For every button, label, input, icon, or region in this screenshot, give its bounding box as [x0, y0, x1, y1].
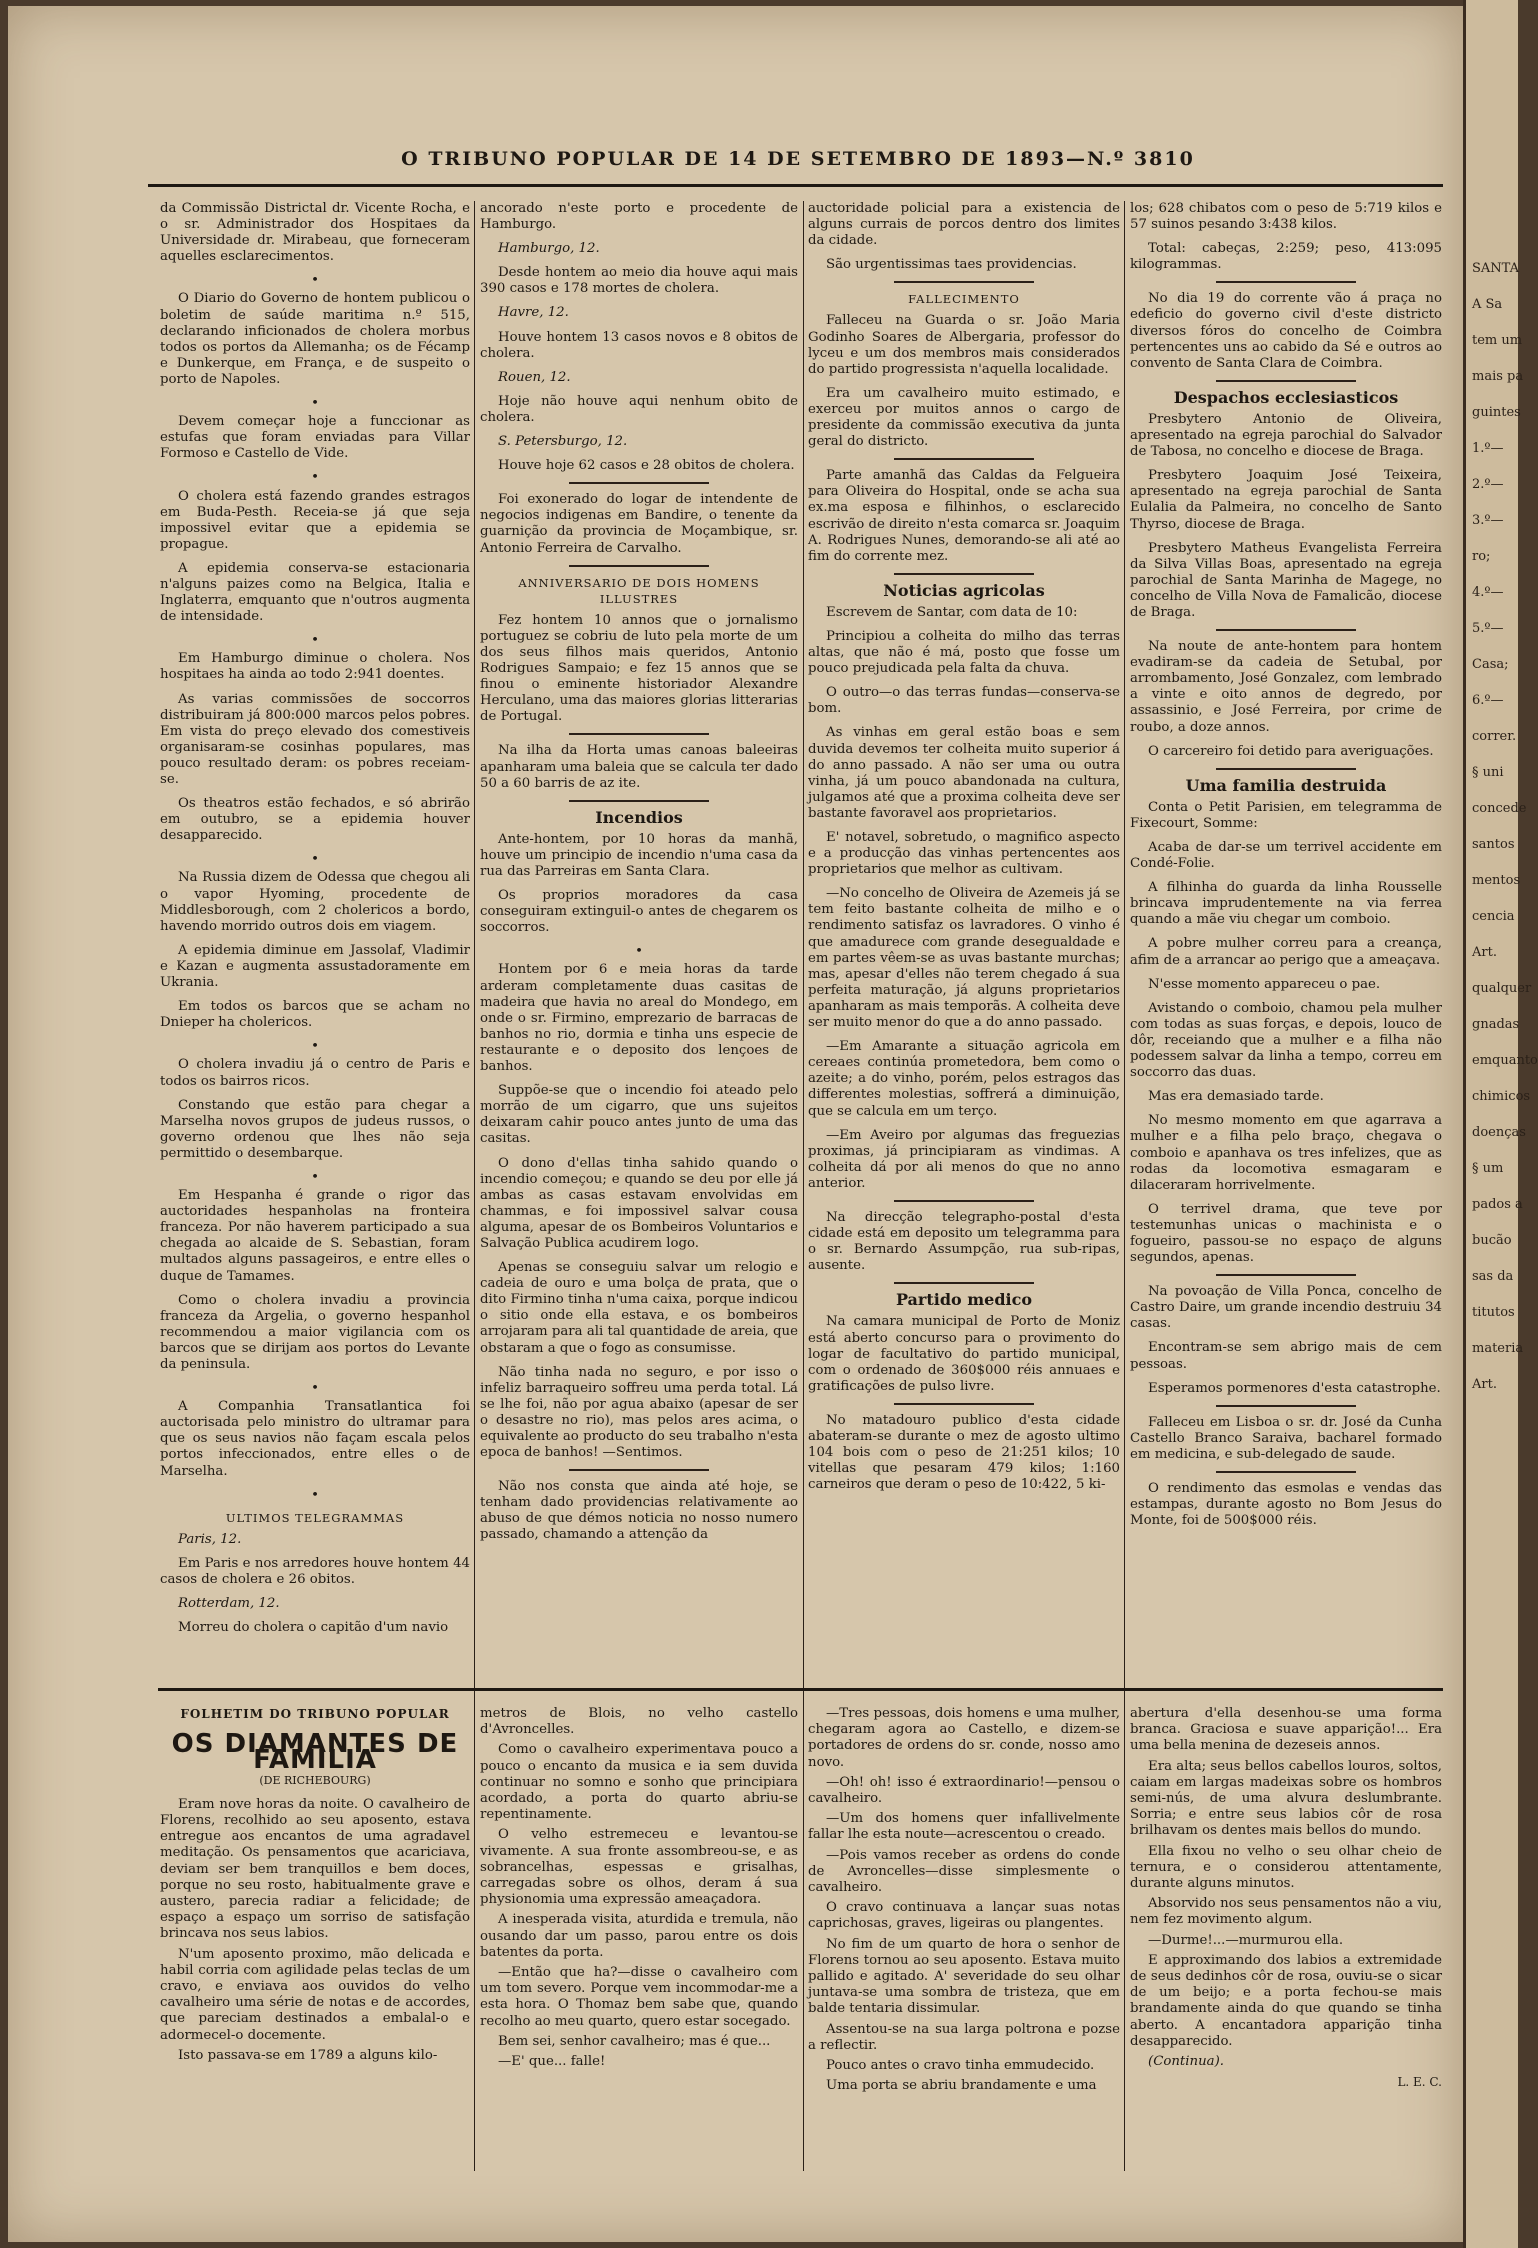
- continua-label: (Continua).: [1148, 2054, 1224, 2070]
- adjacent-page-text: mentos: [1472, 873, 1521, 888]
- adjacent-page-text: § um: [1472, 1161, 1504, 1176]
- story-paragraph: abertura d'ella desenhou-se uma forma branca. Graciosa e suave apparição!... Era uma bella menina de dezeseis annos.: [1130, 1706, 1442, 1754]
- separator-rule: [894, 458, 1034, 460]
- article-paragraph: Em Hamburgo diminue o cholera. Nos hospitaes ha ainda ao todo 2:941 doentes.: [160, 651, 470, 683]
- column-divider: [1124, 201, 1125, 2171]
- folhetim-column-1: [160, 1706, 470, 2176]
- adjacent-page-text: tem um: [1472, 333, 1523, 348]
- telegram-place: S. Petersburgo, 12.: [498, 434, 628, 450]
- adjacent-page-text: materia: [1472, 1341, 1524, 1356]
- article-paragraph: A epidemia conserva-se estacionaria n'alguns paizes como na Belgica, Italia e Inglaterra, emquanto que n'outros augmenta de intensidade.: [160, 560, 470, 625]
- adjacent-page-text: cencia: [1472, 909, 1515, 924]
- separator-rule: [1216, 768, 1356, 770]
- adjacent-page-text: Art.: [1472, 1377, 1497, 1392]
- separator-rule: [894, 1282, 1034, 1284]
- folhetim-column-4: [1130, 1706, 1442, 2176]
- article-paragraph: Hontem por 6 e meia horas da tarde arderam completamente duas casitas de madeira que havia no areal do Mondego, em onde o sr. Firmino, emprezario de barracas de banhos no rio, dormia e tinha uns especie de restaurante e o deposito dos lençoes de banhos.: [480, 962, 798, 1075]
- article-paragraph: Constando que estão para chegar a Marselha novos grupos de judeus russos, o governo ordenou que lhes não seja permittido o desembarque.: [160, 1097, 470, 1161]
- column-1: [160, 201, 470, 1681]
- article-paragraph: Na povoação de Villa Ponca, concelho de Castro Daire, um grande incendio destruiu 34 casas.: [1130, 1284, 1442, 1332]
- story-paragraph: N'um aposento proximo, mão delicada e habil corria com agilidade pelas teclas de um cravo, e enviava aos ouvidos do velho cavalheiro uma série de notas e de accordes, que pareciam destinados a embalal-o e adormecel-o docemente.: [160, 1946, 470, 2043]
- adjacent-page-text: Art.: [1472, 945, 1497, 960]
- separator-rule: [1216, 380, 1356, 382]
- telegram-place: Havre, 12.: [498, 305, 569, 321]
- adjacent-page-text: concede: [1472, 801, 1527, 816]
- separator-dot: •: [311, 1487, 319, 1503]
- article-paragraph: —No concelho de Oliveira de Azemeis já se tem feito bastante colheita de milho e o rendimento satisfaz os lavradores. O vinho é que amadurece com grande desegualdade e em partes vêem-se as uvas bastante murchas; mas, apesar d'elles não terem chegado á sua perfeita maturação, já alguns proprietarios apanharam as mais temporãs. A colheita deve ser muito menor do que a do anno passado.: [808, 886, 1120, 1031]
- article-paragraph: ancorado n'este porto e procedente de Hamburgo.: [480, 201, 798, 233]
- separator-rule: [569, 733, 709, 735]
- story-paragraph: Como o cavalheiro experimentava pouco a pouco o encanto da musica e ia sem duvida continuar no somno e sonho que principiara acordado, a porta do quarto abriu-se repentinamente.: [480, 1742, 798, 1823]
- column-2: [480, 201, 798, 1681]
- article-paragraph: A epidemia diminue em Jassolaf, Vladimir e Kazan e augmenta assustadoramente em Ukrania.: [160, 942, 470, 991]
- article-paragraph: —Em Amarante a situação agricola em cereaes continúa prometedora, bem como o azeite; a do vinho, porém, pelos estragos das differentes molestias, soffrerá a diminuição, que se calcula em um terço.: [808, 1039, 1120, 1119]
- story-paragraph: —Um dos homens quer infallivelmente fallar lhe esta noute—acrescentou o creado.: [808, 1811, 1120, 1843]
- column-divider: [803, 201, 804, 2171]
- adjacent-page-text: bucão: [1472, 1233, 1512, 1248]
- article-paragraph: Conta o Petit Parisien, em telegramma de Fixecourt, Somme:: [1130, 799, 1442, 831]
- section-heading: Noticias agricolas: [883, 580, 1045, 600]
- article-paragraph: Esperamos pormenores d'esta catastrophe.: [1148, 1380, 1441, 1396]
- section-heading: ULTIMOS TELEGRAMMAS: [225, 1510, 405, 1525]
- article-paragraph: da Commissão Districtal dr. Vicente Rocha, e o sr. Administrador dos Hospitaes da Universidade dr. Mirabeau, que forneceram aquelles esclarecimentos.: [160, 201, 470, 265]
- section-heading: FALLECIMENTO: [908, 292, 1020, 307]
- article-paragraph: O terrivel drama, que teve por testemunhas unicas o machinista e o fogueiro, passou-se no espaço de alguns segundos, apenas.: [1130, 1201, 1442, 1266]
- article-paragraph: Apenas se conseguiu salvar um relogio e cadeia de ouro e uma bolça de prata, que o dito Firmino tinha n'uma caixa, porque indicou o sitio onde ella estava, e os bombeiros arrojaram para ali tal quantidade de areia, que obstaram a que o fogo as consumisse.: [480, 1260, 798, 1356]
- article-paragraph: Ante-hontem, por 10 horas da manhã, houve um principio de incendio n'uma casa da rua das Parreiras em Santa Clara.: [480, 831, 798, 879]
- story-paragraph: Eram nove horas da noite. O cavalheiro de Florens, recolhido ao seu aposento, estava entregue aos encantos de uma agradavel meditação. Os pensamentos que acariciava, deviam ser bem tranquillos e bem doces, porque no seu rosto, habitualmente grave e austero, parecia radiar a felicidade; de espaço a espaço um sorriso de satisfação brincava nos seus labios.: [160, 1796, 470, 1942]
- story-paragraph: A inesperada visita, aturdida e tremula, não ousando dar um passo, parou entre os dois batentes da porta.: [480, 1912, 798, 1960]
- separator-dot: •: [311, 470, 319, 486]
- adjacent-page-text: pados a: [1472, 1197, 1523, 1212]
- story-paragraph: metros de Blois, no velho castello d'Avroncelles.: [480, 1706, 798, 1738]
- article-paragraph: Os proprios moradores da casa conseguiram extinguil-o antes de chegarem os soccorros.: [480, 888, 798, 936]
- story-paragraph: E approximando dos labios a extremidade de seus dedinhos côr de rosa, ouviu-se o sicar de um beijo; e a porta fechou-se mais brandamente ainda do que quando se tinha aberto. A encantadora apparição tinha desapparecido.: [1130, 1952, 1442, 2049]
- article-paragraph: A pobre mulher correu para a creança, afim de a arrancar ao perigo que a ameaçava.: [1130, 936, 1442, 968]
- separator-rule: [894, 281, 1034, 283]
- article-paragraph: Presbytero Matheus Evangelista Ferreira da Silva Villas Boas, apresentado na egreja parochial de Santa Marinha de Magege, no concelho de Villa Nova de Famalicão, diocese de Braga.: [1130, 540, 1442, 620]
- article-paragraph: Na ilha da Horta umas canoas baleeiras apanharam uma baleia que se calcula ter dado 50 a 60 barris de az ite.: [480, 743, 798, 791]
- separator-rule: [894, 1403, 1034, 1405]
- folhetim-column-3: [808, 1706, 1120, 2176]
- folhetim-title: OS DIAMANTES DE FAMILIA: [171, 1729, 459, 1776]
- adjacent-page-text: doenças: [1472, 1125, 1526, 1140]
- adjacent-page-text: titutos: [1472, 1305, 1515, 1320]
- article-paragraph: auctoridade policial para a existencia de alguns currais de porcos dentro dos limites da cidade.: [808, 201, 1120, 249]
- article-paragraph: No mesmo momento em que agarrava a mulher e a filha pelo braço, chegava o comboio e apanhava os tres infelizes, que as rodas da locomotiva esmagaram e dilaceraram horrivelmente.: [1130, 1113, 1442, 1193]
- separator-dot: •: [311, 1169, 319, 1185]
- separator-rule: [569, 800, 709, 802]
- article-paragraph: As varias commissões de soccorros distribuiram já 800:000 marcos pelos pobres. Em vista do preço elevado dos comestiveis organisaram-se cosinhas populares, mas pouco resultado deram: os pobres receiam-se.: [160, 691, 470, 787]
- telegram-text: Hoje não houve aqui nenhum obito de cholera.: [480, 393, 798, 425]
- story-paragraph: Absorvido nos seus pensamentos não a viu, nem fez movimento algum.: [1130, 1896, 1442, 1928]
- adjacent-page-text: mais pa: [1472, 369, 1524, 384]
- signature: L. E. C.: [1397, 2075, 1442, 2090]
- separator-dot: •: [311, 396, 319, 412]
- folhetim-author: (DE RICHEBOURG): [259, 1773, 371, 1787]
- separator-rule: [1216, 1274, 1356, 1276]
- story-paragraph: —Então que ha?—disse o cavalheiro com um tom severo. Porque vem incommodar-me a esta hora. O Thomaz bem sabe que, quando recolho ao meu quarto, quero estar socegado.: [480, 1965, 798, 2029]
- section-heading: Uma familia destruida: [1185, 775, 1387, 795]
- article-paragraph: Os theatros estão fechados, e só abrirão em outubro, se a epidemia houver desapparecido.: [160, 796, 470, 844]
- telegram-text: Desde hontem ao meio dia houve aqui mais 390 casos e 178 mortes de cholera.: [480, 265, 798, 297]
- adjacent-page-text: 1.º—: [1472, 441, 1504, 456]
- adjacent-page-text: 4.º—: [1472, 585, 1504, 600]
- adjacent-page-text: Casa;: [1472, 657, 1509, 672]
- article-paragraph: A filhinha do guarda da linha Rousselle brincava imprudentemente na via ferrea quando a mãe viu chegar um comboio.: [1130, 880, 1442, 928]
- article-paragraph: N'esse momento appareceu o pae.: [1148, 976, 1381, 992]
- section-heading: ANNIVERSARIO DE DOIS HOMENS ILLUSTRES: [518, 575, 760, 606]
- story-paragraph: Ella fixou no velho o seu olhar cheio de ternura, e o considerou attentamente, durante alguns minutos.: [1130, 1843, 1442, 1892]
- adjacent-page-text: SANTA: [1472, 261, 1520, 276]
- article-paragraph: No matadouro publico d'esta cidade abateram-se durante o mez de agosto ultimo 104 bois com o peso de 21:251 kilos; 10 vitellas que pesaram 479 kilos; 1:160 carneiros que deram o peso de 10:422, 5 ki-: [808, 1412, 1120, 1493]
- story-paragraph: Assentou-se na sua larga poltrona e pozse a reflectir.: [808, 2021, 1120, 2053]
- article-paragraph: Devem começar hoje a funccionar as estufas que foram enviadas para Villar Formoso e Castello de Vide.: [160, 414, 470, 462]
- separator-rule: [569, 565, 709, 567]
- article-paragraph: O outro—o das terras fundas—conserva-se bom.: [808, 685, 1120, 717]
- separator-rule: [1216, 281, 1356, 283]
- telegram-place: Paris, 12.: [178, 1531, 242, 1547]
- article-paragraph: Suppõe-se que o incendio foi ateado pelo morrão de um cigarro, que uns sujeitos deixaram cahir pouco antes junto de uma das casitas.: [480, 1083, 798, 1147]
- article-paragraph: Principiou a colheita do milho das terras altas, que não é má, posto que fosse um pouco prejudicada pela falta da chuva.: [808, 628, 1120, 677]
- article-paragraph: los; 628 chibatos com o peso de 5:719 kilos e 57 suinos pesando 3:438 kilos.: [1130, 201, 1442, 233]
- telegram-place: Rouen, 12.: [498, 369, 571, 385]
- article-paragraph: Na camara municipal de Porto de Moniz está aberto concurso para o provimento do logar de facultativo do partido municipal, com o ordenado de 360$000 réis annuaes e gratificações de pulso livre.: [808, 1314, 1120, 1394]
- article-paragraph: As vinhas em geral estão boas e sem duvida devemos ter colheita muito superior á do anno passado. A não ser uma ou outra vinha, já um pouco abandonada na cultura, julgamos até que a proxima colheita deve ser bastante favoravel aos proprietarios.: [808, 725, 1120, 821]
- article-paragraph: O carcereiro foi detido para averiguações.: [1148, 743, 1434, 759]
- separator-rule: [569, 482, 709, 484]
- adjacent-page-text: qualquer: [1472, 981, 1532, 996]
- article-paragraph: A Companhia Transatlantica foi auctorisada pelo ministro do ultramar para que os seus navios não façam escala pelos portos infeccionados, entre elles o de Marselha.: [160, 1399, 470, 1479]
- article-paragraph: O cholera está fazendo grandes estragos em Buda-Pesth. Receia-se já que seja impossivel evitar que a epidemia se propague.: [160, 488, 470, 552]
- article-paragraph: O dono d'ellas tinha sahido quando o incendio começou; e quando se deu por elle já ambas as casas estavam envolvidas em chammas, e foi impossivel salvar cousa alguma, apesar de os Bombeiros Voluntarios e Salvação Publica acudirem logo.: [480, 1155, 798, 1251]
- article-paragraph: Na Russia dizem de Odessa que chegou ali o vapor Hyoming, procedente de Middlesborough, com 2 cholericos a bordo, havendo morrido outros dois em viagem.: [160, 870, 470, 934]
- story-paragraph: —E' que... falle!: [498, 2054, 606, 2070]
- story-paragraph: —Pois vamos receber as ordens do conde de Avroncelles—disse simplesmente o cavalheiro.: [808, 1847, 1120, 1896]
- story-paragraph: —Oh! oh! isso é extraordinario!—pensou o cavalheiro.: [808, 1774, 1120, 1807]
- adjacent-page-edge: [1463, 0, 1538, 2248]
- telegram-text: Em Paris e nos arredores houve hontem 44 casos de cholera e 26 obitos.: [160, 1555, 470, 1588]
- separator-dot: •: [311, 273, 319, 289]
- article-paragraph: O cholera invadiu já o centro de Paris e todos os bairros ricos.: [160, 1057, 470, 1089]
- separator-dot: •: [635, 944, 643, 960]
- telegram-text: Houve hontem 13 casos novos e 8 obitos de cholera.: [480, 329, 798, 361]
- separator-dot: •: [311, 633, 319, 649]
- article-paragraph: Acaba de dar-se um terrivel accidente em Condé-Folie.: [1130, 840, 1442, 872]
- article-paragraph: O Diario do Governo de hontem publicou o boletim de saúde maritima n.º 515, declarando inficionados de cholera morbus todos os portos da Allemanha; os de Fécamp e Dunkerque, em França, e de suspeito o porto de Napoles.: [160, 291, 470, 387]
- adjacent-page-text: 6.º—: [1472, 693, 1504, 708]
- article-paragraph: O rendimento das esmolas e vendas das estampas, durante agosto no Bom Jesus do Monte, foi de 500$000 réis.: [1130, 1481, 1442, 1529]
- separator-rule: [894, 573, 1034, 575]
- article-paragraph: Falleceu na Guarda o sr. João Maria Godinho Soares de Albergaria, professor do lyceu e um dos membros mais considerados do partido progressista n'aquella localidade.: [808, 313, 1120, 377]
- telegram-place: Hamburgo, 12.: [498, 241, 600, 257]
- story-paragraph: Uma porta se abriu brandamente e uma: [826, 2078, 1097, 2094]
- separator-dot: •: [311, 1039, 319, 1055]
- adjacent-page-text: santos: [1472, 837, 1515, 852]
- adjacent-page-text: guintes: [1472, 405, 1521, 420]
- article-paragraph: Em todos os barcos que se acham no Dnieper ha cholericos.: [160, 999, 470, 1031]
- adjacent-page-text: ro;: [1472, 549, 1491, 564]
- adjacent-page-text: A Sa: [1472, 297, 1503, 312]
- section-heading: Partido medico: [895, 1290, 1033, 1310]
- header-rule: [148, 184, 1443, 187]
- story-paragraph: Bem sei, senhor cavalheiro; mas é que...: [498, 2033, 771, 2049]
- article-paragraph: Total: cabeças, 2:259; peso, 413:095 kilogrammas.: [1130, 241, 1442, 273]
- article-paragraph: Presbytero Joaquim José Teixeira, apresentado na egreja parochial de Santa Eulalia da Palmeira, no concelho de Santo Thyrso, diocese de Braga.: [1130, 468, 1442, 532]
- story-paragraph: Pouco antes o cravo tinha emmudecido.: [826, 2058, 1095, 2074]
- telegram-text: Morreu do cholera o capitão d'um navio: [178, 1620, 449, 1636]
- page-header: O TRIBUNO POPULAR DE 14 DE SETEMBRO DE 1893—N.º 3810: [401, 148, 1195, 170]
- article-paragraph: Mas era demasiado tarde.: [1148, 1089, 1324, 1105]
- column-4: [1130, 201, 1442, 1681]
- story-paragraph: No fim de um quarto de hora o senhor de Florens tornou ao seu aposento. Estava muito pallido e agitado. A' severidade do seu olhar juntava-se uma sombra de tristeza, que em balde tentaria dissimular.: [808, 1936, 1120, 2017]
- adjacent-page-text: § uni: [1472, 765, 1504, 780]
- separator-dot: •: [311, 1381, 319, 1397]
- adjacent-page-text: emquanto: [1472, 1053, 1538, 1068]
- story-paragraph: —Durme!...—murmurou ella.: [1148, 1932, 1344, 1948]
- separator-rule: [1216, 1405, 1356, 1407]
- adjacent-page-text: gnadas: [1472, 1017, 1520, 1032]
- separator-rule: [1216, 1471, 1356, 1473]
- article-paragraph: Presbytero Antonio de Oliveira, apresentado na egreja parochial do Salvador de Tabosa, no concelho e diocese de Braga.: [1130, 411, 1442, 460]
- adjacent-page-text: 3.º—: [1472, 513, 1504, 528]
- story-paragraph: Era alta; seus bellos cabellos louros, soltos, caiam em largas madeixas sobre os hombros semi-nús, de uma alvura deslumbrante. Sorria; e entre seus labios côr de rosa brilhavam os dentes mais bellos do mundo.: [1130, 1758, 1442, 1839]
- article-paragraph: Fez hontem 10 annos que o jornalismo portuguez se cobriu de luto pela morte de um dos seus filhos mais queridos, Antonio Rodrigues Sampaio; e fez 15 annos que se finou o eminente historiador Alexandre Herculano, uma das maiores glorias litterarias de Portugal.: [480, 612, 798, 725]
- article-paragraph: Escrevem de Santar, com data de 10:: [826, 604, 1078, 620]
- article-paragraph: Foi exonerado do logar de intendente de negocios indigenas em Bandire, o tenente da guarnição da provincia de Moçambique, sr. Antonio Ferreira de Carvalho.: [480, 492, 798, 556]
- separator-dot: •: [311, 852, 319, 868]
- story-paragraph: —Tres pessoas, dois homens e uma mulher, chegaram agora ao Castello, e dizem-se portadores de ordens do sr. conde, nosso amo novo.: [808, 1706, 1120, 1770]
- telegram-text: Houve hoje 62 casos e 28 obitos de cholera.: [498, 458, 795, 474]
- adjacent-page-text: sas da: [1472, 1269, 1514, 1284]
- adjacent-page-text: chimicos: [1472, 1089, 1531, 1104]
- adjacent-page-text: 2.º—: [1472, 477, 1504, 492]
- article-paragraph: E' notavel, sobretudo, o magnifico aspecto e a producção das vinhas pertencentes aos proprietarios que melhor as cultivam.: [808, 830, 1120, 878]
- story-paragraph: Isto passava-se em 1789 a alguns kilo-: [178, 2047, 438, 2063]
- article-paragraph: Avistando o comboio, chamou pela mulher com todas as suas forças, e depois, louco de dôr, receiando que a mulher e a filha não podessem salvar da linha a tempo, correu em soccorro das duas.: [1130, 1000, 1442, 1081]
- article-paragraph: Na noute de ante-hontem para hontem evadiram-se da cadeia de Setubal, por arrombamento, José Gonzalez, com lembrado a vinte e oito annos de degredo, por assassinio, e José Ferreira, por crime de roubo, a doze annos.: [1130, 639, 1442, 735]
- section-heading: Despachos ecclesiasticos: [1173, 387, 1399, 407]
- article-paragraph: Na direcção telegrapho-postal d'esta cidade está em deposito um telegramma para o sr. Bernardo Assumpção, rua sub-ripas, ausente.: [808, 1209, 1120, 1274]
- article-paragraph: Encontram-se sem abrigo mais de cem pessoas.: [1130, 1340, 1442, 1372]
- article-paragraph: Era um cavalheiro muito estimado, e exerceu por muitos annos o cargo de presidente da commissão executiva da junta geral do districto.: [808, 385, 1120, 450]
- folhetim-column-2: [480, 1706, 798, 2176]
- article-paragraph: Falleceu em Lisboa o sr. dr. José da Cunha Castello Branco Saraiva, bacharel formado em medicina, e sub-delegado de saude.: [1130, 1414, 1442, 1462]
- article-paragraph: Não tinha nada no seguro, e por isso o infeliz barraqueiro soffreu uma perda total. Lá se lhe foi, não por agua abaixo (apesar de ser o desastre no rio), mas pelos ares acima, o equivalente ao producto do seu trabalho n'esta epoca de banhos! —Sentimos.: [480, 1364, 798, 1461]
- article-paragraph: São urgentissimas taes providencias.: [826, 257, 1077, 273]
- article-paragraph: Não nos consta que ainda até hoje, se tenham dado providencias relativamente ao abuso de que démos noticia no nosso numero passado, chamando a attenção da: [480, 1479, 798, 1543]
- telegram-place: Rotterdam, 12.: [178, 1596, 280, 1612]
- article-paragraph: —Em Aveiro por algumas das freguezias proximas, já principiaram as vindimas. A colheita dá por ali menos do que no anno anterior.: [808, 1127, 1120, 1191]
- adjacent-page-text: 5.º—: [1472, 621, 1504, 636]
- article-paragraph: No dia 19 do corrente vão á praça no edeficio do governo civil d'este districto diversos fóros do concelho de Coimbra pertencentes uns ao cabido da Sé e outros ao convento de Santa Clara de Coimbra.: [1130, 291, 1442, 371]
- folhetim-label: FOLHETIM DO TRIBUNO POPULAR: [180, 1707, 450, 1721]
- section-heading: Incendios: [595, 807, 683, 827]
- separator-rule: [569, 1469, 709, 1471]
- article-paragraph: Em Hespanha é grande o rigor das auctoridades hespanholas na fronteira franceza. Por não haverem participado a sua chegada ao alcaide de S. Sebastian, foram multados alguns passageiros, e entre elles o duque de Tamames.: [160, 1188, 470, 1284]
- story-paragraph: O velho estremeceu e levantou-se vivamente. A sua fronte assombreou-se, e as sobrancelhas, espessas e grisalhas, carregadas sobre os olhos, deram á sua physionomia uma expressão ameaçadora.: [480, 1827, 798, 1908]
- newspaper-page: [8, 6, 1463, 2242]
- separator-rule: [1216, 629, 1356, 631]
- article-paragraph: Parte amanhã das Caldas da Felgueira para Oliveira do Hospital, onde se acha sua ex.ma esposa e filhinhos, o esclarecido escrivão de direito n'esta comarca sr. Joaquim A. Rodrigues Nunes, demorando-se ali até ao fim do corrente mez.: [808, 468, 1120, 564]
- folhetim-rule: [158, 1688, 1443, 1691]
- column-divider: [474, 201, 475, 2171]
- story-paragraph: O cravo continuava a lançar suas notas caprichosas, graves, ligeiras ou plangentes.: [808, 1900, 1120, 1932]
- column-3: [808, 201, 1120, 1681]
- separator-rule: [894, 1200, 1034, 1202]
- article-paragraph: Como o cholera invadiu a provincia franceza da Argelia, o governo hespanhol recommendou a maior vigilancia com os barcos que se dirijam aos portos do Levante da peninsula.: [160, 1292, 470, 1372]
- adjacent-page-text: correr.: [1472, 729, 1517, 744]
